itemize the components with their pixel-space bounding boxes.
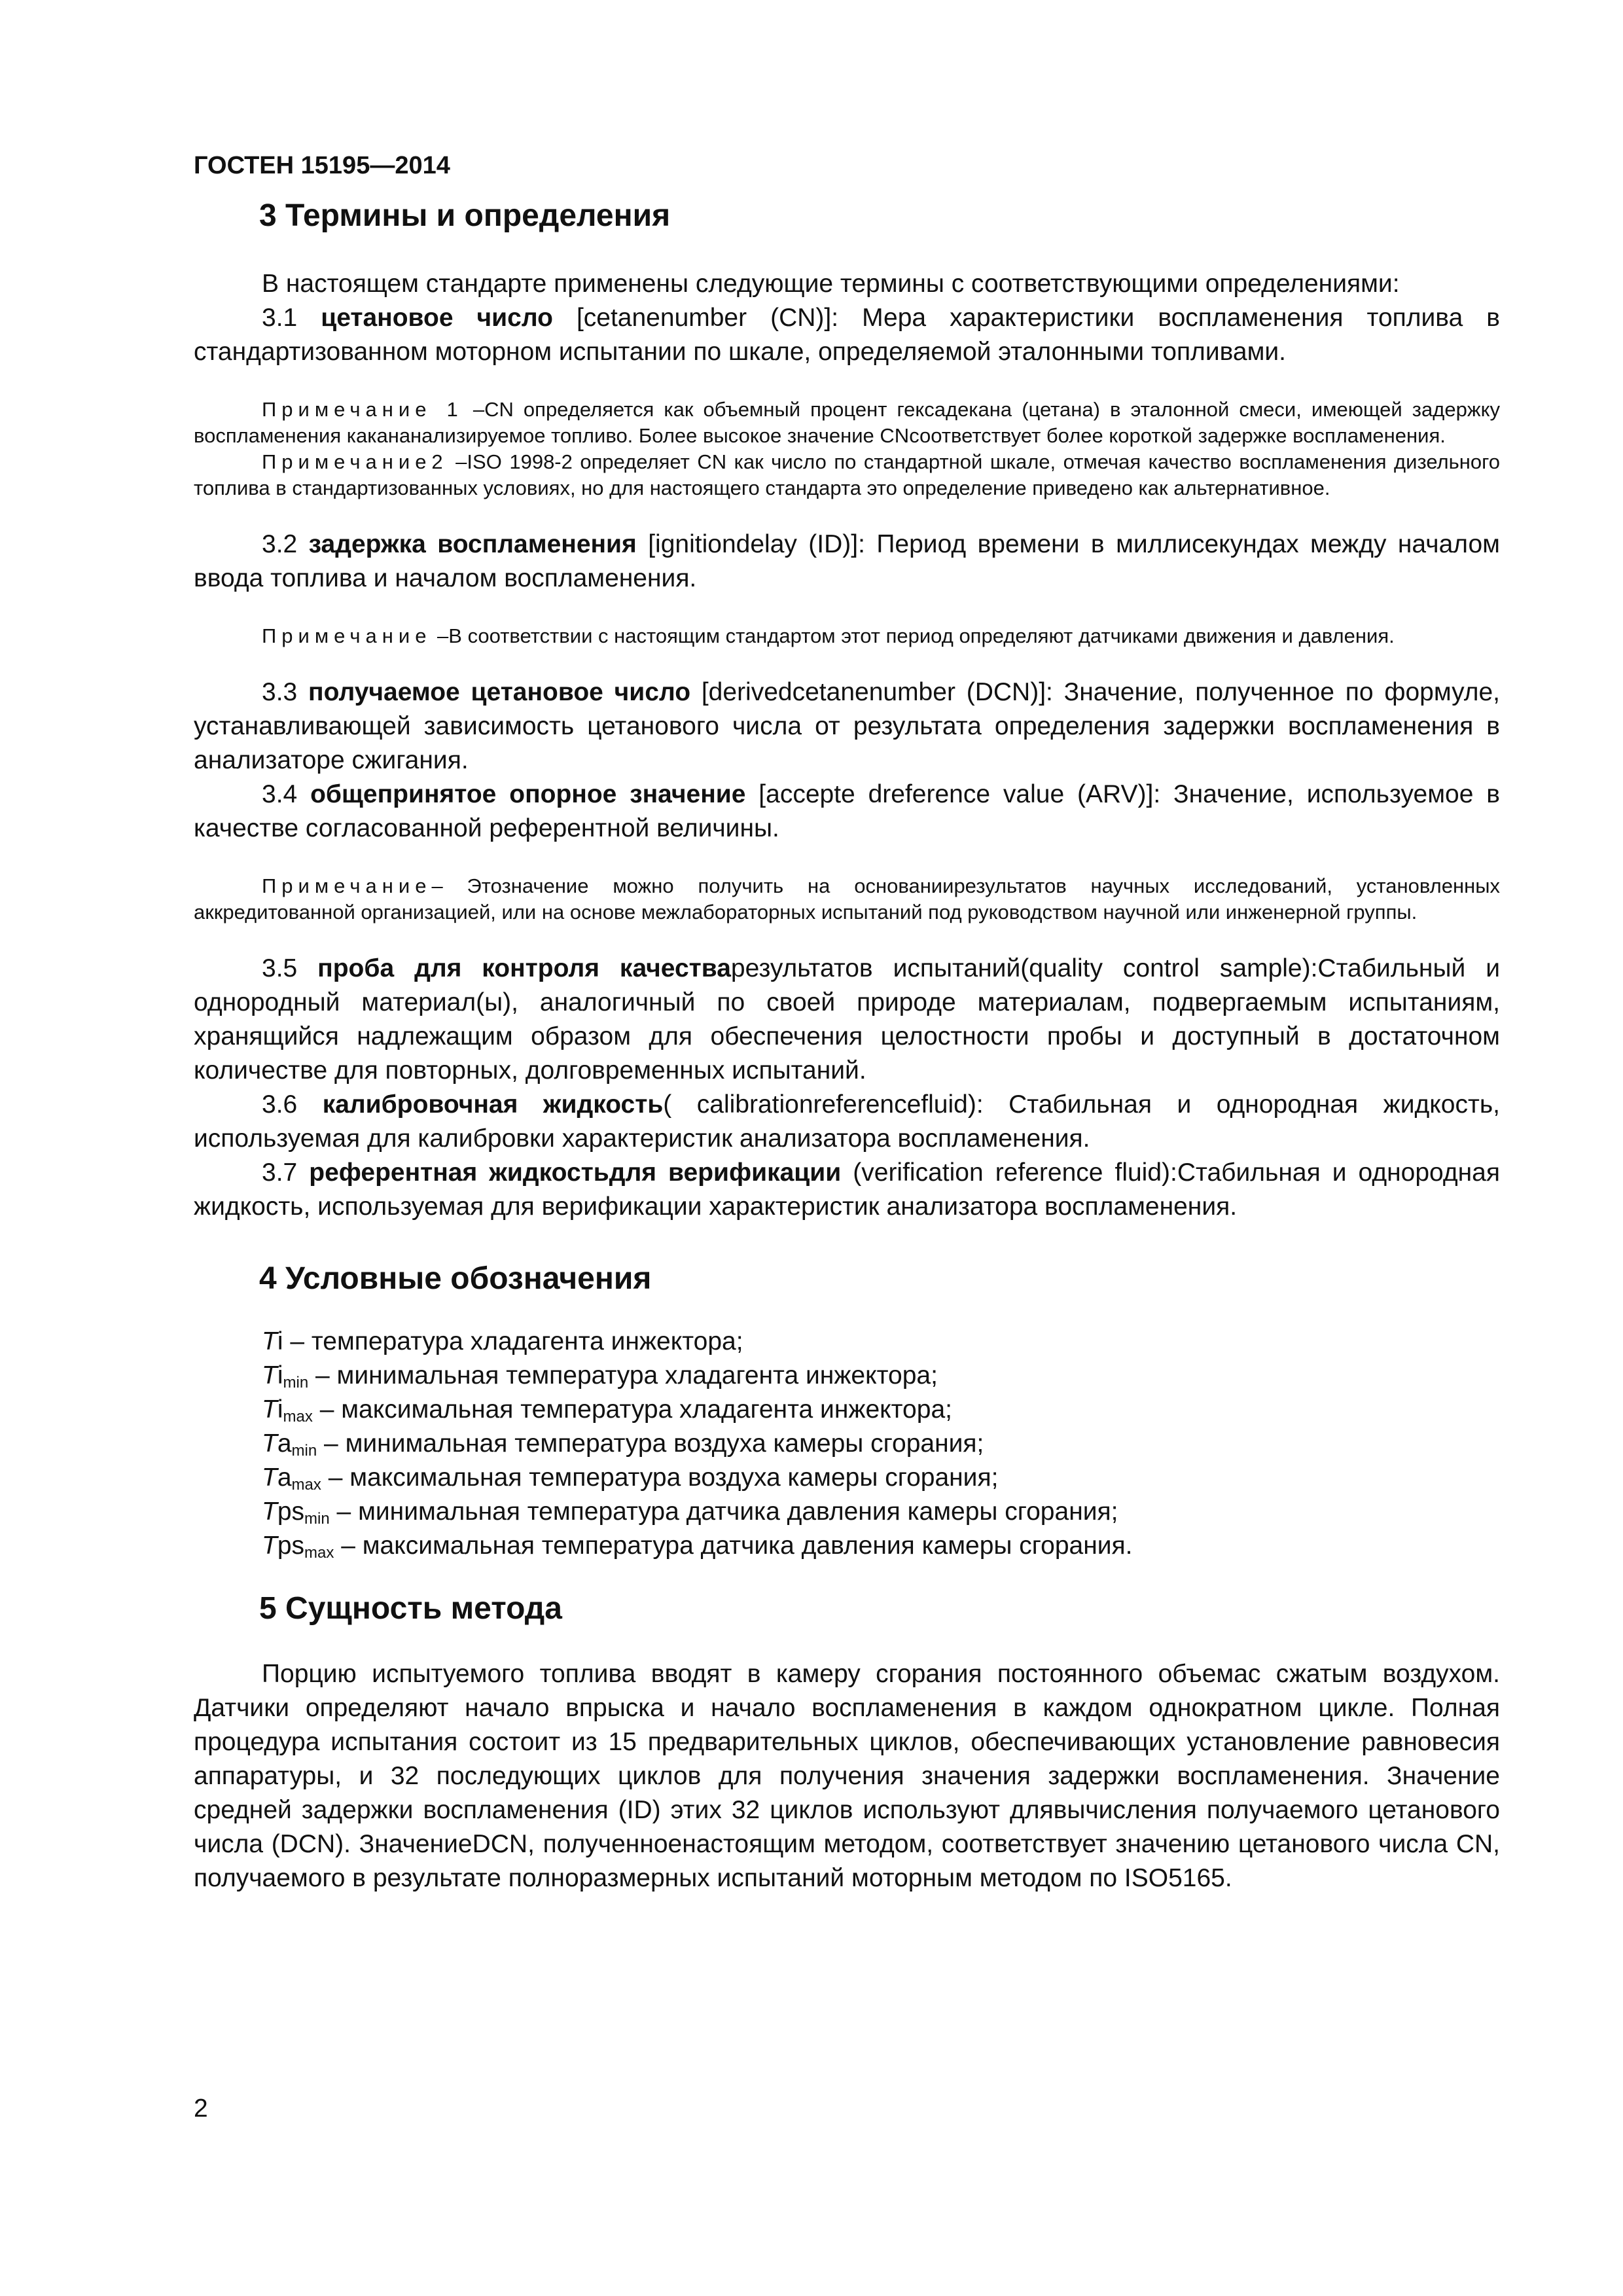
- symbol-ti: Ti – температура хладагента инжектора;: [262, 1327, 743, 1355]
- term-3-4-name: общепринятое опорное значение: [310, 780, 746, 808]
- term-3-2-name: задержка воспламенения: [308, 530, 637, 558]
- symbol-ta-max: $Ta_{max}$ – максимальная температура воздуха камеры сгорания;: [262, 1463, 999, 1494]
- section-5-text: Порцию испытуемого топлива вводят в камеру сгорания постоянного объемас сжатым воздухом. Датчики определяют начало впрыска и начало воспламенения в каждом однократном цикле. Полная процедура испытания состоит из 15 предварительных циклов, обеспечивающих установление равновесия аппаратуры, и 32 последующих циклов для получения значения задержки воспламенения. Значение средней задержки воспламенения (ID) этих 32 циклов используют длявычисления получаемого цетанового числа (DCN). ЗначениеDCN, полученноенастоящим методом, соответствует значению цетанового числа CN, получаемого в результате полноразмерных испытаний моторным методом по ISO5165.: [194, 1660, 1500, 1892]
- term-3-2: 3.2 задержка воспламенения [ignitiondelay (ID)]: Период времени в миллисекундах между началом ввода топлива и началом воспламенения.: [194, 530, 1500, 592]
- term-3-7: 3.7 референтная жидкостьдля верификации (verification reference fluid):Стабильная и однородная жидкость, используемая для верификации характеристик анализатора воспламенения.: [194, 1158, 1500, 1221]
- document-page: [194, 149, 1500, 1895]
- section-3-intro: В настоящем стандарте применены следующие термины с соответствующими определениями:: [262, 270, 1400, 298]
- symbol-tps-max: Tps$_{max}$ – максимальная температура датчика давления камеры сгорания.: [262, 1532, 1133, 1562]
- section-4-title: 4 Условные обозначения: [259, 1261, 652, 1296]
- page-number: 2: [194, 2094, 208, 2123]
- term-3-3-name: получаемое цетановое число: [308, 678, 691, 706]
- document-code: ГОСТЕН 15195—2014: [194, 152, 450, 179]
- term-3-5: 3.5 проба для контроля качестварезультатов испытаний(quality control sample):Стабильный и однородный материал(ы), аналогичный по своей природе материалам, подвергаемым испытаниям, хранящийся надлежащим образом для обеспечения целостности пробы и доступный в достаточном количестве для повторных, долговременных испытаний.: [194, 954, 1500, 1085]
- term-3-1: 3.1 цетановое число [cetanenumber (CN)]: Мера характеристики воспламенения топлива в стандартизованном моторном испытании по шкале, определяемой эталонными топливами.: [194, 304, 1500, 366]
- term-3-5-name: проба для контроля качества: [317, 954, 731, 982]
- term-3-6: 3.6 калибровочная жидкость( calibrationreferencefluid): Стабильная и однородная жидкость, используемая для калибровки характеристик анализатора воспламенения.: [194, 1090, 1500, 1153]
- symbol-ti-max: $Ti_{max}$ – максимальная температура хладагента инжектора;: [262, 1395, 952, 1426]
- term-3-7-name: референтная жидкостьдля верификации: [309, 1158, 842, 1187]
- term-3-6-name: калибровочная жидкость: [322, 1090, 664, 1119]
- symbol-tps-min: Tps$_{min}$ – минимальная температура датчика давления камеры сгорания;: [262, 1498, 1118, 1528]
- note-4: Примечание– Этозначение можно получить на основаниирезультатов научных исследований, установленных аккредитованной организацией, или на основе межлабораторных испытаний под руководством научной или инженерной группы.: [194, 874, 1500, 924]
- term-3-1-name: цетановое число: [321, 304, 553, 332]
- section-3-title: 3 Термины и определения: [259, 198, 671, 233]
- note-1: Примечание 1 –CN определяется как объемный процент гексадекана (цетана) в эталонной смеси, имеющей задержку воспламенения какананализируемое топливо. Более высокое значение CNсоответствует более короткой задержке воспламенения.: [194, 398, 1500, 447]
- symbol-ti-min: $Ti_{min}$ – минимальная температура хладагента инжектора;: [262, 1361, 938, 1391]
- symbols-list: [194, 1325, 1500, 1563]
- note-2: Примечание2 –ISO 1998-2 определяет CN как число по стандартной шкале, отмечая качество воспламенения дизельного топлива в стандартизованных условиях, но для настоящего стандарта это определение приведено как альтернативное.: [194, 450, 1500, 499]
- symbol-ta-min: $Ta_{min}$ – минимальная температура воздуха камеры сгорания;: [262, 1429, 984, 1460]
- term-3-4: 3.4 общепринятое опорное значение [accepte dreference value (ARV)]: Значение, используемое в качестве согласованной референтной величины.: [194, 780, 1500, 842]
- term-3-3: 3.3 получаемое цетановое число [derivedcetanenumber (DCN)]: Значение, полученное по формуле, устанавливающей зависимость цетанового числа от результата определения задержки воспламенения в анализаторе сжигания.: [194, 678, 1500, 774]
- section-5-title: 5 Сущность метода: [259, 1591, 562, 1626]
- note-3: Примечание –В соответствии с настоящим стандартом этот период определяют датчиками движения и давления.: [262, 624, 1395, 647]
